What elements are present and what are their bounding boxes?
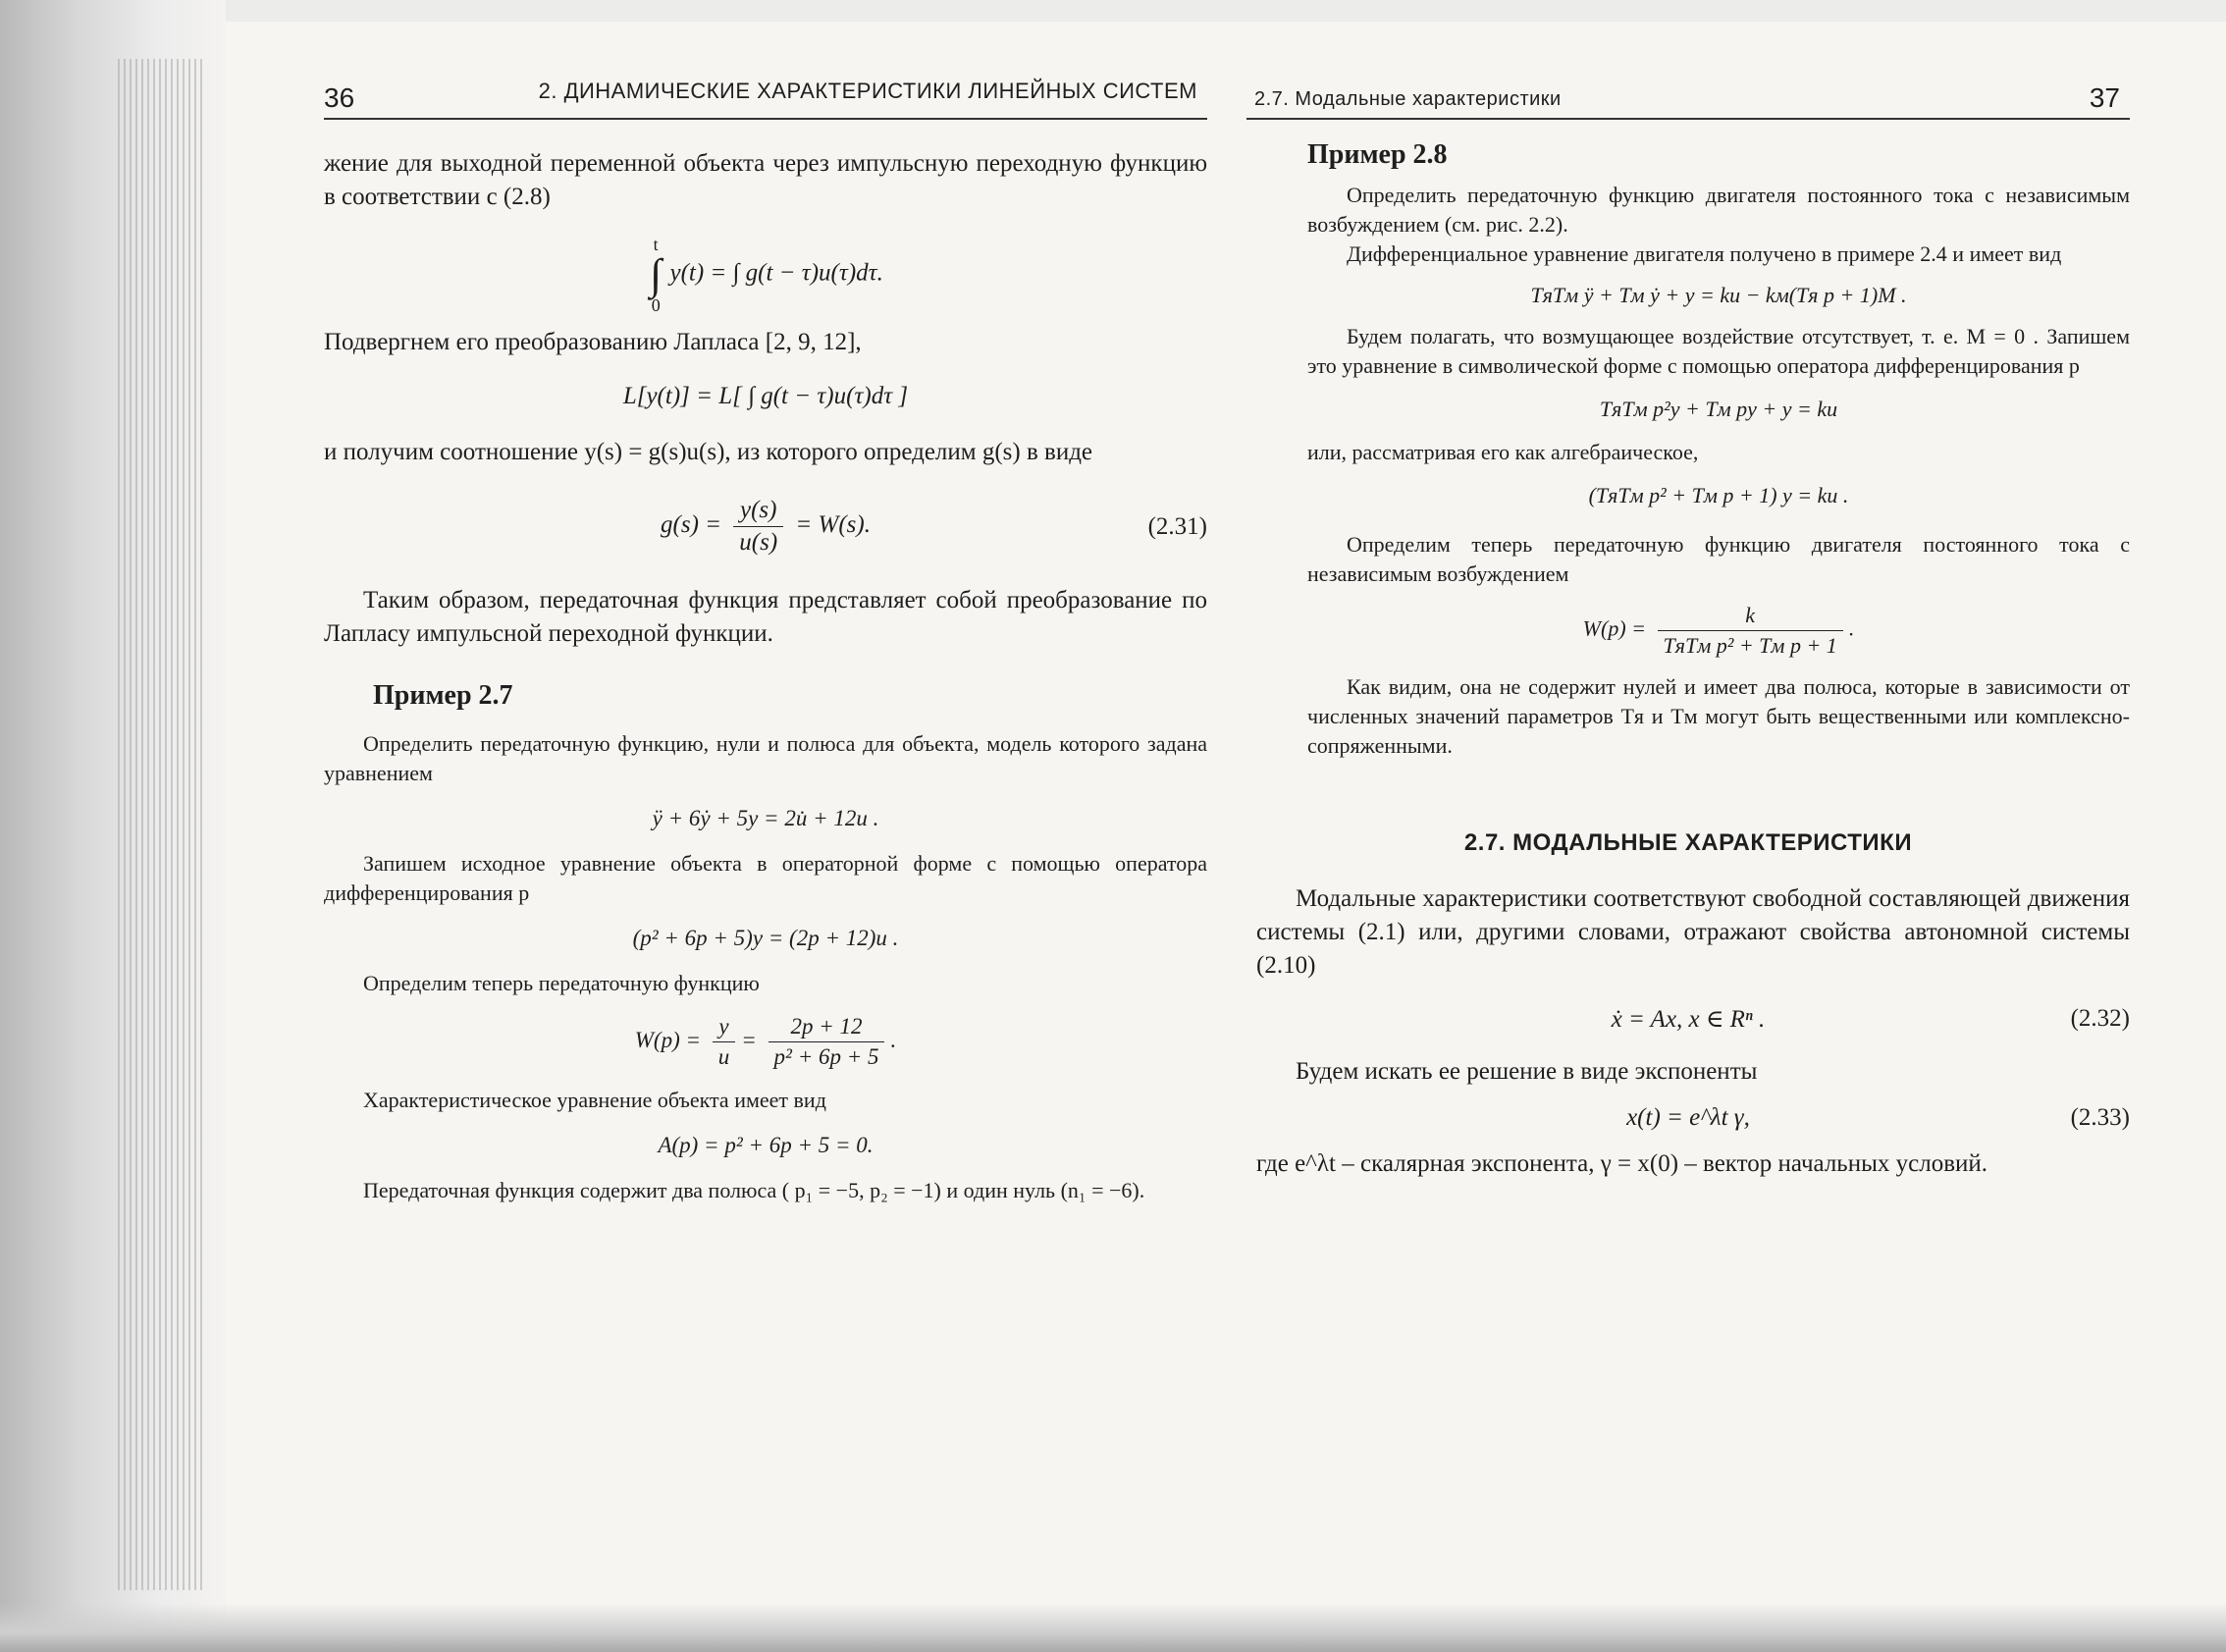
equation-2-31 — [324, 497, 1207, 557]
ex28-para-3: Будем полагать, что возмущающее воздействие отсутствует, т. е. M = 0 . Запишем это уравнение в символической форме с помощью оператора дифференцирования p — [1307, 324, 2130, 378]
ex27-para-4: Характеристическое уравнение объекта имеет вид — [363, 1088, 826, 1112]
ex28-para-1: Определить передаточную функцию двигателя постоянного тока с независимым возбуждением (см. рис. 2.2). — [1307, 183, 2130, 237]
section-para-1: Модальные характеристики соответствуют свободной составляющей движения системы (2.1) или, другими словами, отражают свойства автономной системы (2.10) — [1256, 885, 2130, 979]
right-page-header — [1246, 59, 2130, 120]
ex27-eq-4: A(p) = p² + 6p + 5 = 0. — [658, 1133, 874, 1157]
ex27-eq3-frac2-num: 2p + 12 — [768, 1014, 885, 1042]
example-2-7-body — [324, 729, 1207, 1205]
ex27-eq3-frac1-den: u — [717, 1044, 730, 1069]
section-2-7-title: 2.7. МОДАЛЬНЫЕ ХАРАКТЕРИСТИКИ — [1463, 829, 1913, 856]
ex28-para-6: Как видим, она не содержит нулей и имеет два полюса, которые в зависимости от численных значений параметров Tя и Tм могут быть вещественными или комплексно-сопряженными. — [1307, 674, 2130, 758]
left-page-header — [324, 59, 1207, 120]
equation-laplace — [324, 383, 1207, 410]
ex27-eq3-frac1 — [713, 1014, 736, 1070]
eq231-right: = W(s). — [795, 511, 871, 539]
eq231-denominator: u(s) — [739, 529, 778, 556]
scan-top-strip — [0, 0, 2226, 22]
section-para-3: где e^λt – скалярная экспонента, γ = x(0) – вектор начальных условий. — [1256, 1150, 1988, 1177]
eq233-text: x(t) = e^λt γ, — [1626, 1104, 1750, 1131]
left-para-4: Таким образом, передаточная функция представляет собой преобразование по Лапласу импульсной переходной функции. — [324, 587, 1207, 647]
example-2-7-title: Пример 2.7 — [373, 680, 513, 711]
equation-y-text: y(t) = ∫ g(t − τ)u(τ)dτ. — [669, 259, 883, 287]
ex27-para-3: Определим теперь передаточную функцию — [363, 971, 760, 995]
ex28-eq4-num: k — [1658, 603, 1843, 631]
ex28-eq4-left: W(p) = — [1582, 615, 1646, 641]
eq231-fraction — [733, 497, 783, 557]
scan-bottom-shadow — [0, 1603, 2226, 1652]
ex27-eq3-left: W(p) = — [634, 1027, 702, 1052]
eq231-label: (2.31) — [1147, 512, 1207, 540]
ex28-para-4: или, рассматривая его как алгебраическое, — [1307, 440, 1699, 464]
ex27-para-1: Определить передаточную функцию, нули и полюса для объекта, модель которого задана уравнением — [324, 731, 1207, 785]
equation-2-32 — [1246, 1004, 2130, 1034]
eq233-label: (2.33) — [2070, 1104, 2130, 1131]
eq231-left: g(s) = — [661, 511, 722, 539]
left-para-2: Подвергнем его преобразованию Лапласа [2, 9, 12], — [324, 329, 862, 355]
section-para-2: Будем искать ее решение в виде экспоненты — [1296, 1058, 1758, 1085]
ex28-eq4-frac — [1658, 603, 1843, 659]
ex27-eq3-frac2 — [768, 1014, 885, 1070]
right-page — [1246, 59, 2130, 1571]
equation-2-33 — [1246, 1104, 2130, 1132]
ex27-eq3-frac1-num: y — [713, 1014, 736, 1042]
right-running-head: 2.7. Модальные характеристики — [1254, 88, 1562, 110]
ex28-eq-3: (TяTм p² + Tм p + 1) y = ku . — [1588, 483, 1849, 507]
example-2-8-title: Пример 2.8 — [1307, 139, 1448, 170]
left-running-head: 2. ДИНАМИЧЕСКИЕ ХАРАКТЕРИСТИКИ ЛИНЕЙНЫХ СИСТЕМ — [538, 79, 1197, 103]
right-page-number: 37 — [2089, 82, 2120, 113]
ex27-para-2: Запишем исходное уравнение объекта в операторной форме с помощью оператора дифференцирования p — [324, 851, 1207, 905]
ex28-eq4-den: TяTм p² + Tм p + 1 — [1663, 633, 1837, 658]
left-para-3: и получим соотношение y(s) = g(s)u(s), из которого определим g(s) в виде — [324, 439, 1093, 465]
eq231-numerator: y(s) — [733, 497, 783, 527]
page-edges-texture — [118, 59, 206, 1590]
ex28-para-2: Дифференциальное уравнение двигателя получено в примере 2.4 и имеет вид — [1347, 241, 2062, 266]
ex27-eq-3: W(p) = $\frac{y}{u}$ = $\frac{2p + 12}{\text{p² + 6p + 5}}$ . — [634, 1014, 897, 1069]
left-page-number: 36 — [324, 82, 355, 113]
left-page — [324, 59, 1207, 1571]
equation-y: t ∫ 0 y(t) = ∫ g(t − τ)u(τ)dτ. — [650, 235, 883, 315]
example-2-8-body — [1246, 181, 2130, 761]
ex28-eq-1: TяTм ÿ + Tм ẏ + y = ku − kм(Tя p + 1)M . — [1530, 283, 1907, 307]
ex27-eq-1: ÿ + 6ẏ + 5y = 2u̇ + 12u . — [652, 806, 879, 830]
ex27-eq-2: (p² + 6p + 5)y = (2p + 12)u . — [632, 926, 899, 950]
ex28-eq-2: TяTм p²y + Tм py + y = ku — [1599, 397, 1838, 421]
equation-laplace-text: L[y(t)] = L[ ∫ g(t − τ)u(τ)dτ ] — [622, 383, 909, 409]
eq232-text: ẋ = Ax, x ∈ Rⁿ . — [1611, 1006, 1766, 1033]
ex27-para-5: Передаточная функция содержит два полюса ( p₁ = −5, p₂ = −1) и один нуль (n₁ = −6). — [363, 1178, 1145, 1202]
left-para-1: жение для выходной переменной объекта через импульсную переходную функцию в соответствии с (2.8) — [324, 150, 1207, 210]
eq232-label: (2.32) — [2070, 1005, 2130, 1032]
ex28-eq-4: W(p) = $\frac{k}{\text{TяTм p² + Tм p + 1}}$ . — [1582, 603, 1855, 658]
ex28-para-5: Определим теперь передаточную функцию двигателя постоянного тока с независимым возбуждением — [1307, 532, 2130, 586]
ex27-eq3-frac2-den: p² + 6p + 5 — [773, 1044, 879, 1069]
